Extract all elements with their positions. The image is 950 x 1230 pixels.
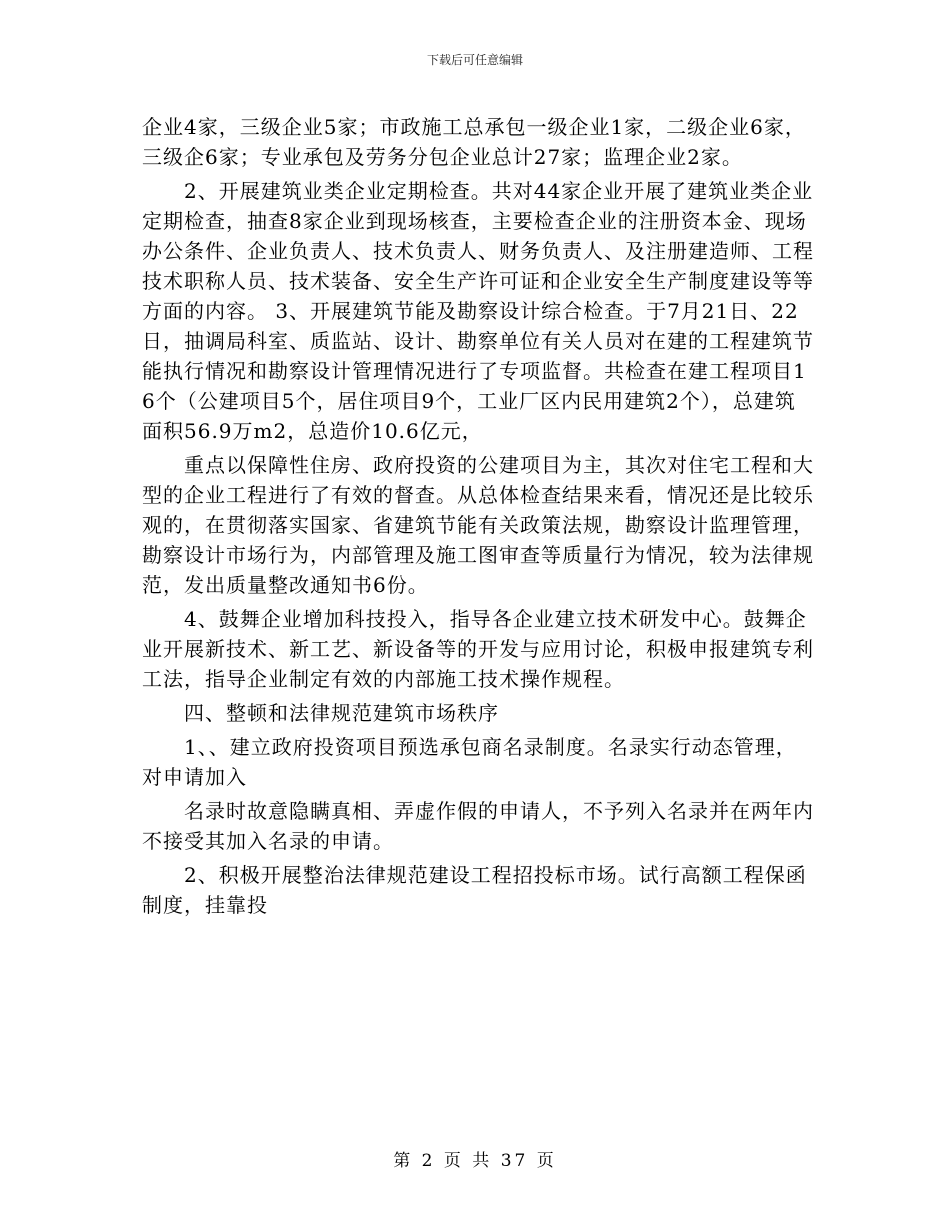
paragraph-1: 企业4家，三级企业5家；市政施工总承包一级企业1家，二级企业6家，三级企6家；专业承包及劳务分包企业总计27家；监理企业2家。 (142, 115, 806, 169)
page-header (0, 52, 950, 68)
page-footer (0, 1150, 950, 1172)
paragraph-4: 4、鼓舞企业增加科技投入，指导各企业建立技术研发中心。鼓舞企业开展新技术、新工艺、新设备等的开发与应用讨论，积极申报建筑专利工法，指导企业制定有效的内部施工技术操作规程。 (142, 607, 814, 691)
paragraph-6: 名录时故意隐瞒真相、弄虚作假的申请人，不予列入名录并在两年内不接受其加入名录的申请。 (142, 799, 814, 853)
paragraph-2: 2、开展建筑业类企业定期检查。共对44家企业开展了建筑业类企业定期检查，抽查8家企业到现场核查，主要检查企业的注册资本金、现场办公条件、企业负责人、技术负责人、财务负责人、及注册建造师、工程技术职称人员、技术装备、安全生产许可证和企业安全生产制度建设等等方面的内容。 3、开展建筑节能及勘察设计综合检查。于7月21日、22日，抽调局科室、质监站、设计、勘察单位有关人员对在建的工程建筑节能执行情况和勘察设计管理情况进行了专项监督。共检查在建工程项目16个（公建项目5个，居住项目9个，工业厂区内民用建筑2个），总建筑面积56.9万m2，总造价10.6亿元， (142, 179, 814, 443)
section-heading-4: 四、整顿和法律规范建筑市场秩序 (184, 701, 499, 725)
header-note: 下载后可任意编辑 (426, 53, 523, 67)
paragraph-5: 1、、建立政府投资项目预选承包商名录制度。名录实行动态管理，对申请加入 (142, 735, 797, 789)
document-body (142, 112, 814, 924)
page-number: 第 2 页 共 37 页 (393, 1151, 557, 1171)
paragraph-7: 2、积极开展整治法律规范建设工程招投标市场。试行高额工程保函制度，挂靠投 (142, 863, 807, 917)
paragraph-3: 重点以保障性住房、政府投资的公建项目为主，其次对住宅工程和大型的企业工程进行了有效的督查。从总体检查结果来看，情况还是比较乐观的，在贯彻落实国家、省建筑节能有关政策法规，勘察设计监理管理，勘察设计市场行为，内部管理及施工图审查等质量行为情况，较为法律规范，发出质量整改通知书6份。 (142, 453, 814, 597)
